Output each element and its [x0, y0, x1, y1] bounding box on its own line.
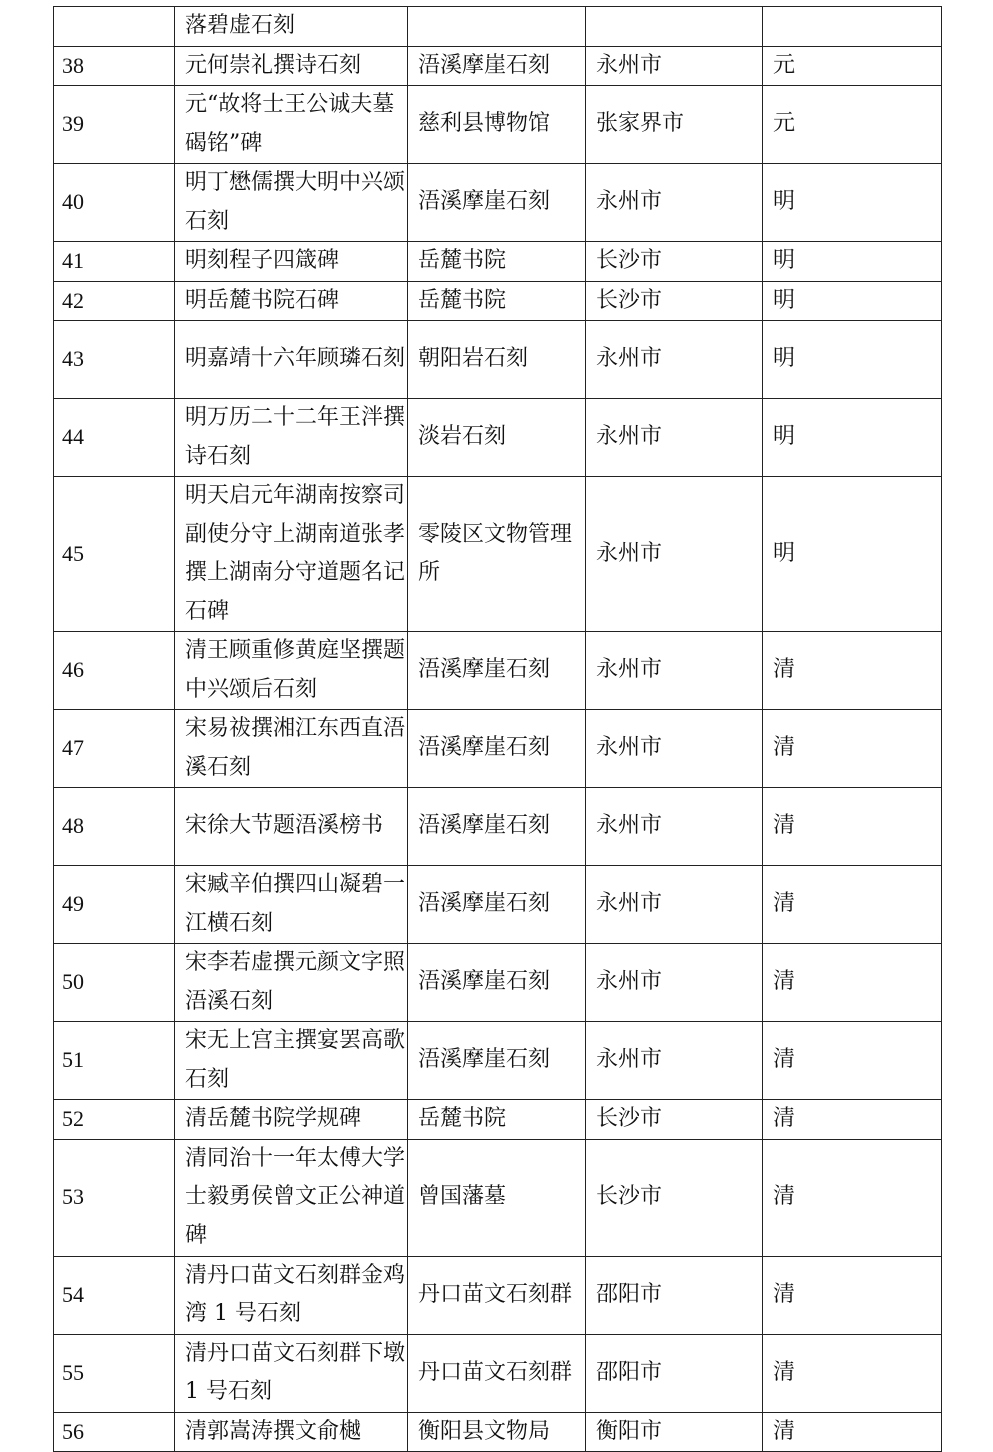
relic-city: 永州市 [586, 321, 763, 399]
relic-name: 宋李若虚撰元颜文字照浯溪石刻 [185, 950, 406, 1014]
relic-era: 清 [763, 1412, 942, 1452]
table-row [54, 788, 942, 866]
relic-name: 明天启元年湖南按察司副使分守上湖南道张孝撰上湖南分守道题名记石碑 [185, 483, 406, 624]
relic-name: 元何崇礼撰诗石刻 [185, 52, 362, 78]
relic-name: 明岳麓书院石碑 [185, 287, 340, 313]
row-number: 41 [54, 242, 175, 282]
row-number: 39 [54, 86, 175, 164]
relic-name: 宋易祓撰湘江东西直浯溪石刻 [185, 716, 406, 780]
relic-site: 岳麓书院 [418, 248, 507, 273]
table-row [54, 944, 942, 1022]
relic-inventory-table [53, 6, 942, 1452]
relic-city: 邵阳市 [586, 1256, 763, 1334]
relic-era: 清 [763, 788, 942, 866]
table-row [54, 399, 942, 477]
relic-name: 落碧虚石刻 [185, 13, 296, 38]
relic-name: 明刻程子四箴碑 [185, 248, 340, 273]
table-row [54, 866, 942, 944]
relic-name: 清丹口苗文石刻群下墩 1 号石刻 [185, 1340, 406, 1404]
table-row [54, 1139, 942, 1256]
table-row [54, 1412, 942, 1452]
relic-site: 浯溪摩崖石刻 [418, 969, 551, 995]
relic-site: 浯溪摩崖石刻 [418, 735, 551, 761]
relic-era: 元 [763, 46, 942, 86]
relic-era: 清 [763, 1334, 942, 1412]
relic-city: 永州市 [586, 46, 763, 86]
relic-name: 清丹口苗文石刻群金鸡湾 1 号石刻 [185, 1262, 406, 1326]
relic-era: 明 [763, 281, 942, 321]
relic-city: 永州市 [586, 710, 763, 788]
relic-name: 宋臧辛伯撰四山凝碧一江横石刻 [185, 872, 406, 936]
relic-city: 长沙市 [586, 242, 763, 282]
relic-name: 宋无上宫主撰宴罢高歌石刻 [185, 1028, 406, 1092]
relic-site: 丹口苗文石刻群 [418, 1359, 573, 1385]
relic-site: 曾国藩墓 [418, 1184, 507, 1210]
relic-site: 朝阳岩石刻 [418, 346, 529, 372]
relic-city: 永州市 [586, 477, 763, 632]
relic-site: 浯溪摩崖石刻 [418, 813, 551, 839]
row-number: 54 [54, 1256, 175, 1334]
relic-city: 永州市 [586, 866, 763, 944]
table-row [54, 710, 942, 788]
row-number: 53 [54, 1139, 175, 1256]
relic-era: 清 [763, 866, 942, 944]
relic-era [763, 7, 942, 47]
relic-name: 清岳麓书院学规碑 [185, 1106, 362, 1131]
table-body [54, 7, 942, 1452]
table-row [54, 1022, 942, 1100]
relic-city: 永州市 [586, 1022, 763, 1100]
relic-city: 永州市 [586, 944, 763, 1022]
row-number: 40 [54, 164, 175, 242]
relic-era: 明 [763, 399, 942, 477]
table-row [54, 1334, 942, 1412]
relic-city: 永州市 [586, 632, 763, 710]
table-row [54, 164, 942, 242]
table-row [54, 632, 942, 710]
row-number: 46 [54, 632, 175, 710]
row-number: 47 [54, 710, 175, 788]
row-number [54, 7, 175, 47]
row-number: 56 [54, 1412, 175, 1452]
relic-city: 衡阳市 [586, 1412, 763, 1452]
relic-era: 清 [763, 1100, 942, 1140]
relic-site: 浯溪摩崖石刻 [418, 891, 551, 917]
row-number: 55 [54, 1334, 175, 1412]
relic-era: 明 [763, 164, 942, 242]
relic-name: 清同治十一年太傅大学士毅勇侯曾文正公神道碑 [185, 1145, 406, 1248]
relic-site: 衡阳县文物局 [418, 1418, 551, 1444]
relic-era: 清 [763, 944, 942, 1022]
relic-name: 明嘉靖十六年顾璘石刻 [185, 346, 406, 372]
table-row [54, 1256, 942, 1334]
relic-era: 元 [763, 86, 942, 164]
table-row [54, 281, 942, 321]
relic-site: 岳麓书院 [418, 287, 507, 313]
relic-city: 长沙市 [586, 1139, 763, 1256]
relic-city: 长沙市 [586, 1100, 763, 1140]
relic-era: 明 [763, 477, 942, 632]
relic-site: 慈利县博物馆 [418, 111, 551, 137]
relic-city: 永州市 [586, 399, 763, 477]
relic-site: 丹口苗文石刻群 [418, 1281, 573, 1307]
relic-site: 浯溪摩崖石刻 [418, 657, 551, 683]
relic-era: 明 [763, 321, 942, 399]
row-number: 43 [54, 321, 175, 399]
relic-era: 清 [763, 1139, 942, 1256]
row-number: 42 [54, 281, 175, 321]
relic-site: 岳麓书院 [418, 1106, 507, 1131]
row-number: 45 [54, 477, 175, 632]
relic-site: 浯溪摩崖石刻 [418, 1047, 551, 1073]
relic-site: 零陵区文物管理所 [418, 521, 573, 585]
relic-name: 宋徐大节题浯溪榜书 [185, 813, 384, 839]
row-number: 48 [54, 788, 175, 866]
relic-site: 浯溪摩崖石刻 [418, 52, 551, 78]
row-number: 51 [54, 1022, 175, 1100]
relic-name: 清王顾重修黄庭坚撰题中兴颂后石刻 [185, 638, 406, 702]
relic-city [586, 7, 763, 47]
relic-city: 永州市 [586, 164, 763, 242]
relic-era: 明 [763, 242, 942, 282]
table-row [54, 46, 942, 86]
table-row [54, 1100, 942, 1140]
table-row [54, 477, 942, 632]
row-number: 49 [54, 866, 175, 944]
relic-era: 清 [763, 1022, 942, 1100]
row-number: 52 [54, 1100, 175, 1140]
relic-era: 清 [763, 710, 942, 788]
table-row [54, 86, 942, 164]
relic-city: 张家界市 [586, 86, 763, 164]
relic-era: 清 [763, 1256, 942, 1334]
table-row [54, 7, 942, 47]
row-number: 38 [54, 46, 175, 86]
relic-name: 清郭嵩涛撰文俞樾 [185, 1418, 362, 1444]
relic-city: 长沙市 [586, 281, 763, 321]
relic-city: 永州市 [586, 788, 763, 866]
relic-name: 明万历二十二年王泮撰诗石刻 [185, 405, 406, 469]
relic-name: 明丁懋儒撰大明中兴颂石刻 [185, 170, 406, 234]
row-number: 50 [54, 944, 175, 1022]
relic-site: 浯溪摩崖石刻 [418, 189, 551, 215]
relic-city: 邵阳市 [586, 1334, 763, 1412]
relic-name: 元“故将士王公诚夫墓碣铭”碑 [185, 92, 395, 156]
table-row [54, 242, 942, 282]
row-number: 44 [54, 399, 175, 477]
relic-era: 清 [763, 632, 942, 710]
table-row [54, 321, 942, 399]
relic-site: 淡岩石刻 [418, 424, 507, 450]
